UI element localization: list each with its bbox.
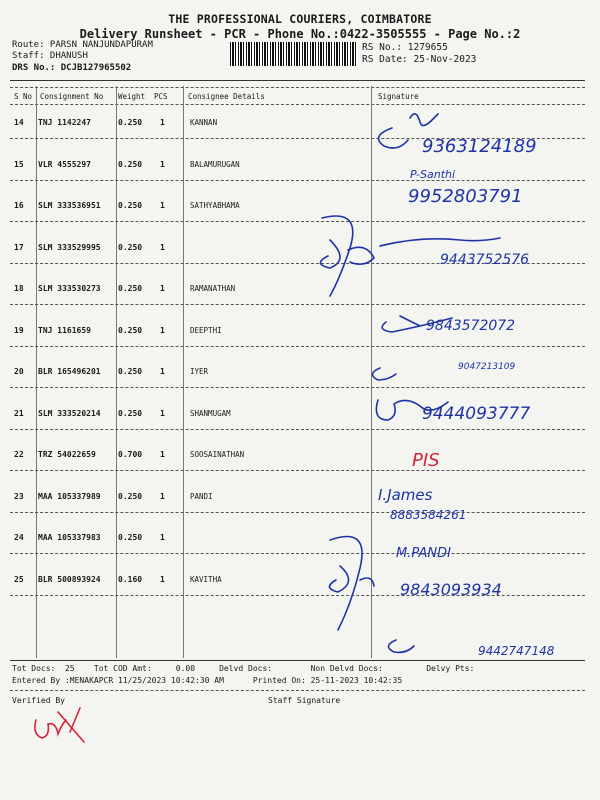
row-sno: 21 — [14, 409, 24, 418]
row-consignee: KANNAN — [190, 118, 218, 127]
runsheet-subtitle: Delivery Runsheet - PCR - Phone No.:0422-3505555 - Page No.:2 — [79, 27, 521, 41]
row-divider — [10, 304, 585, 305]
row-pcs: 1 — [160, 492, 165, 501]
sig20-phone: 9444093777 — [422, 404, 531, 424]
row-pcs: 1 — [160, 575, 165, 584]
row-consignee: PANDI — [190, 492, 213, 501]
row-weight: 0.250 — [118, 409, 143, 418]
row-consignee: SOOSAINATHAN — [190, 450, 245, 459]
row-sno: 25 — [14, 575, 24, 584]
row-weight: 0.700 — [118, 450, 143, 459]
row-weight: 0.250 — [118, 243, 143, 252]
route-label: Route: PARSN NANJUNDAPURAM — [12, 40, 153, 50]
row-weight: 0.250 — [118, 367, 143, 376]
table-row — [0, 367, 600, 405]
row-consignee: SATHYABHAMA — [190, 201, 240, 210]
row-consignment: TNJ 1161659 — [38, 326, 91, 335]
row-divider — [10, 346, 585, 347]
row-divider — [10, 387, 585, 388]
row-sno: 22 — [14, 450, 24, 459]
row-consignee: KAVITHA — [190, 575, 222, 584]
row-consignment: MAA 105337983 — [38, 533, 101, 542]
row-sno: 19 — [14, 326, 24, 335]
row-consignment: SLM 333520214 — [38, 409, 101, 418]
sig18-phone: 9843572072 — [426, 318, 516, 334]
sig15-name: P-Santhi — [410, 168, 456, 181]
row-sno: 17 — [14, 243, 24, 252]
row-sno: 16 — [14, 201, 24, 210]
row-consignee: IYER — [190, 367, 209, 376]
row-consignment: SLM 333530273 — [38, 284, 101, 293]
row-pcs: 1 — [160, 118, 165, 127]
sig22-name: I.James — [378, 486, 433, 504]
row-divider — [10, 221, 585, 222]
row-pcs: 1 — [160, 450, 165, 459]
row-consignment: VLR 4555297 — [38, 160, 91, 169]
row-consignment: SLM 333536951 — [38, 201, 101, 210]
columns-rule — [10, 104, 585, 105]
staff-label: Staff: DHANUSH — [12, 51, 88, 61]
row-sno: 18 — [14, 284, 24, 293]
sig22-phone: 8883584261 — [390, 508, 467, 522]
sig14-phone: 9363124189 — [422, 136, 537, 157]
footer-rule-dashed — [10, 690, 585, 691]
row-consignment: TRZ 54022659 — [38, 450, 96, 459]
sig25-phone: 9442747148 — [478, 644, 555, 658]
sig15-phone: 9952803791 — [408, 186, 523, 207]
row-sno: 14 — [14, 118, 24, 127]
barcode — [230, 42, 358, 66]
row-weight: 0.250 — [118, 160, 143, 169]
row-divider — [10, 512, 585, 513]
row-pcs: 1 — [160, 160, 165, 169]
row-weight: 0.250 — [118, 284, 143, 293]
row-weight: 0.160 — [118, 575, 143, 584]
table-row — [0, 450, 600, 488]
row-consignment: BLR 500893924 — [38, 575, 101, 584]
row-weight: 0.250 — [118, 326, 143, 335]
col-consignment: Consignment No — [40, 92, 104, 101]
sig23-name: M.PANDI — [396, 546, 452, 561]
row-sno: 15 — [14, 160, 24, 169]
row-pcs: 1 — [160, 533, 165, 542]
row-consignment: SLM 333529995 — [38, 243, 101, 252]
rs-number: RS No.: 1279655 — [362, 42, 448, 53]
row-weight: 0.250 — [118, 492, 143, 501]
row-pcs: 1 — [160, 326, 165, 335]
sig21-mark: PIS — [412, 450, 440, 471]
col-sno: S No — [14, 92, 33, 101]
col-weight: Weight — [118, 92, 146, 101]
row-sno: 23 — [14, 492, 24, 501]
table-row — [0, 533, 600, 571]
header-rule-dashed — [10, 87, 585, 88]
staff-signature-label: Staff Signature — [268, 696, 341, 705]
sig17-phone: 9443752576 — [440, 252, 530, 268]
row-divider — [10, 470, 585, 471]
row-consignee: RAMANATHAN — [190, 284, 236, 293]
col-pcs: PCS — [154, 92, 168, 101]
row-consignee: DEEPTHI — [190, 326, 222, 335]
col-consignee: Consignee Details — [188, 92, 265, 101]
row-consignee: SHANMUGAM — [190, 409, 231, 418]
rs-date: RS Date: 25-Nov-2023 — [362, 54, 477, 65]
row-pcs: 1 — [160, 284, 165, 293]
sig19-phone: 9047213109 — [458, 362, 516, 372]
row-sno: 20 — [14, 367, 24, 376]
row-divider — [10, 429, 585, 430]
table-row — [0, 575, 600, 613]
row-divider — [10, 553, 585, 554]
footer-rule — [10, 660, 585, 661]
row-weight: 0.250 — [118, 533, 143, 542]
row-sno: 24 — [14, 533, 24, 542]
totals-line: Tot Docs: 25 Tot COD Amt: 0.00 Delvd Docs: Non Delvd Docs: Delvy Pts: — [12, 664, 475, 673]
col-signature: Signature — [378, 92, 419, 101]
signature-mark-25 — [388, 640, 414, 652]
row-consignment: TNJ 1142247 — [38, 118, 91, 127]
row-weight: 0.250 — [118, 118, 143, 127]
row-pcs: 1 — [160, 367, 165, 376]
row-weight: 0.250 — [118, 201, 143, 210]
sig24-phone: 9843093934 — [400, 580, 502, 599]
table-row — [0, 284, 600, 322]
company-title: THE PROFESSIONAL COURIERS, COIMBATORE — [168, 12, 432, 26]
row-pcs: 1 — [160, 201, 165, 210]
verified-by-label: Verified By — [12, 696, 65, 705]
row-consignment: MAA 105337989 — [38, 492, 101, 501]
header-rule — [10, 80, 585, 81]
row-pcs: 1 — [160, 243, 165, 252]
row-pcs: 1 — [160, 409, 165, 418]
row-consignment: BLR 165496201 — [38, 367, 101, 376]
row-consignee: BALAMURUGAN — [190, 160, 240, 169]
entered-line: Entered By :MENAKAPCR 11/25/2023 10:42:30 AM Printed On: 25-11-2023 10:42:35 — [12, 676, 403, 685]
verified-initials — [35, 708, 84, 742]
drs-number: DRS No.: DCJB127965502 — [12, 63, 132, 73]
table-row — [0, 492, 600, 530]
row-divider — [10, 180, 585, 181]
